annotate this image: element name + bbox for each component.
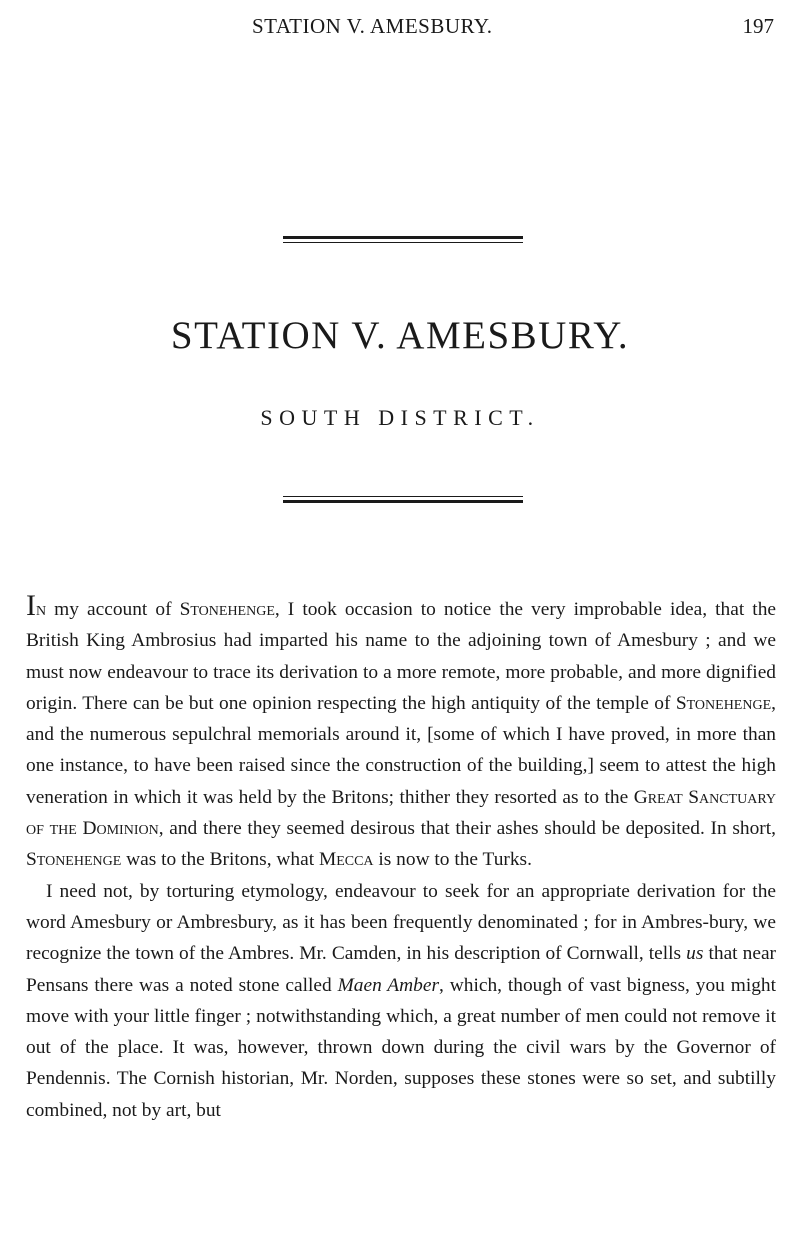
body-text [26,589,777,1126]
text-segment: is now to the Turks. [373,849,532,871]
text-segment: I need not, by torturing etymology, endeavour to seek for an appropriate derivation for the word Amesbury or Ambresbury, as it has been frequently denominated ; for in Ambres-bury, we recognize the town of the Ambres. Mr. Camden, in his description of Cornwall, tells [26,880,776,965]
text-segment: , which, though of vast bigness, you might move with your little finger ; notwithstanding which, a great number of men could not remove it out of the place. It was, however, thrown down during the civil wars by the Governor of Pendennis. The Cornish historian, Mr. Norden, supposes these stones were so set, and subtilly combined, not by art, but [26,974,777,1121]
running-head [0,14,800,44]
title-bottom-rule [283,496,523,503]
body-paragraph [26,589,776,876]
text-segment: Stonehenge [26,849,122,871]
text-segment: that near Pensans there was a noted stone called [26,943,777,996]
text-segment: , I took occasion to notice the very improbable idea, that the British King Ambrosius had imparted his name to the adjoining town of Amesbury ; and we must now endeavour to trace its derivation to a more remote, more probable, and more dignified origin. There can be but one opinion respecting the high antiquity of the temple of [26,599,776,714]
chapter-subtitle: SOUTH DISTRICT. [260,405,540,430]
text-segment: , and the numerous sepulchral memorials around it, [some of which I have proved, in more than one instance, to have been raised since the construction of the building,] seem to attest the high veneration in which it was held by the Britons; thither they resorted as to the [26,692,776,808]
title-top-rule [283,236,523,243]
text-segment: Stonehenge [179,599,275,620]
text-segment: , and there they seemed desirous that their ashes should be deposited. In short, [158,818,776,840]
text-segment: Maen Amber [337,974,440,996]
chapter-title: STATION V. AMESBURY. [170,314,630,357]
text-segment: us [686,943,704,965]
text-segment: n [36,599,47,620]
text-segment: was to the Britons, what [121,849,319,871]
page-number: 197 [742,14,774,38]
text-segment: Mecca [318,849,374,871]
running-title: STATION V. AMESBURY. [252,14,493,38]
text-segment: Stonehenge [675,692,772,714]
drop-initial: I [26,589,36,622]
text-segment: Great Sanctuary of the Dominion [26,786,776,840]
body-paragraph [26,876,776,1126]
text-segment: my account of [46,599,180,620]
